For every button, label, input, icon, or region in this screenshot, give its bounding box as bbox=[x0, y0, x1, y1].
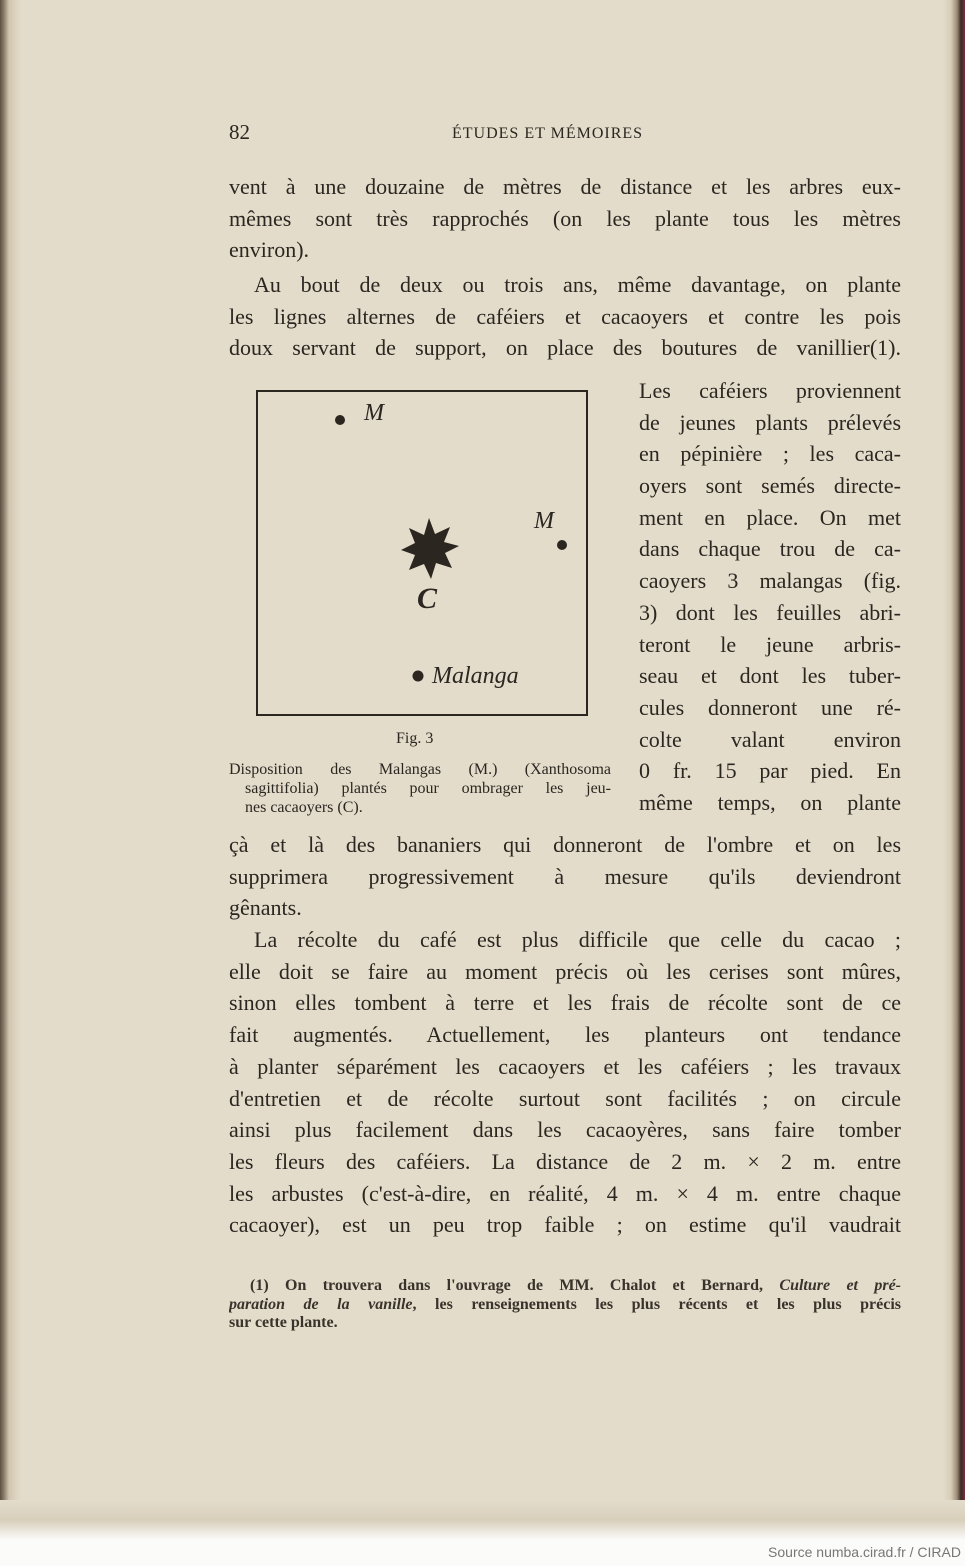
label-malanga: Malanga bbox=[432, 663, 519, 689]
text-line: cules donneront une ré- bbox=[639, 694, 901, 720]
page-number: 82 bbox=[229, 120, 250, 144]
text-line: les lignes alternes de caféiers et cacaoyers et contre les pois bbox=[229, 303, 901, 329]
body-text-bottom bbox=[229, 829, 901, 1241]
text-line: 3) dont les feuilles abri- bbox=[639, 599, 901, 625]
figure-title: Fig. 3 bbox=[396, 730, 434, 747]
figure-3-diagram bbox=[252, 386, 592, 720]
caption-line: Disposition des Malangas (M.) (Xanthosoma bbox=[229, 761, 611, 778]
label-c: C bbox=[417, 582, 438, 615]
text-line: les arbustes (c'est-à-dire, en réalité, 4 m. × 4 m. entre chaque bbox=[229, 1180, 901, 1206]
text-line: Les caféiers proviennent bbox=[639, 378, 901, 403]
footnote-book-title: paration de la vanille bbox=[229, 1295, 413, 1313]
text-line: fait augmentés. Actuellement, les planteurs ont tendance bbox=[229, 1022, 901, 1048]
text-line: supprimera progressivement à mesure qu'ils deviendront bbox=[229, 863, 901, 889]
text-line: oyers sont semés directe- bbox=[639, 473, 901, 499]
text-line: les fleurs des caféiers. La distance de 2 m. × 2 m. entre bbox=[229, 1148, 901, 1174]
figure-caption bbox=[229, 760, 611, 817]
malanga-dot bbox=[335, 415, 345, 425]
running-title: ÉTUDES ET MÉMOIRES bbox=[452, 125, 644, 142]
text-line: seau et dont les tuber- bbox=[639, 663, 901, 689]
text-line: de jeunes plants prélevés bbox=[639, 409, 901, 435]
text-line: dans chaque trou de ca- bbox=[639, 536, 901, 562]
malanga-dot bbox=[413, 671, 424, 682]
text-line: d'entretien et de récolte surtout sont facilités ; on circule bbox=[229, 1085, 901, 1111]
text-line: gênants. bbox=[229, 895, 302, 921]
footnote-line: sur cette plante. bbox=[229, 1314, 338, 1331]
footnote-line bbox=[229, 1277, 901, 1296]
footnote-text: , les renseignements les plus récents et les plus précis bbox=[412, 1295, 901, 1313]
text-line: doux servant de support, on place des boutures de vanillier(1). bbox=[229, 335, 901, 361]
body-text-top bbox=[229, 171, 901, 364]
footnote bbox=[229, 1277, 901, 1333]
text-line: ainsi plus facilement dans les cacaoyères, sans faire tomber bbox=[229, 1117, 901, 1143]
text-line: même temps, on plante bbox=[639, 789, 901, 815]
text-line: sinon elles tombent à terre et les frais de récolte sont de ce bbox=[229, 990, 901, 1016]
label-m2: M bbox=[534, 508, 554, 534]
text-line: Au bout de deux ou trois ans, même davantage, on plante bbox=[254, 272, 901, 298]
text-line: caoyers 3 malangas (fig. bbox=[639, 568, 901, 594]
text-line: en pépinière ; les caca- bbox=[639, 441, 901, 467]
caption-line: nes cacaoyers (C). bbox=[245, 799, 363, 816]
footnote-book-title: Culture et pré- bbox=[779, 1277, 901, 1294]
text-line: La récolte du café est plus difficile que celle du cacao ; bbox=[254, 927, 901, 953]
cacaoyer-star bbox=[401, 518, 459, 579]
text-line: 0 fr. 15 par pied. En bbox=[639, 758, 901, 784]
caption-line: sagittifolia) plantés pour ombrager les jeu- bbox=[245, 780, 611, 797]
text-line: ment en place. On met bbox=[639, 504, 901, 530]
page-edge-left bbox=[0, 0, 22, 1505]
text-line: à planter séparément les cacaoyers et les caféiers ; les travaux bbox=[229, 1053, 901, 1079]
source-credit: Source numba.cirad.fr / CIRAD bbox=[768, 1544, 961, 1560]
text-line: environ). bbox=[229, 237, 310, 263]
text-line: teront le jeune arbris- bbox=[639, 631, 901, 657]
text-line: cacaoyer), est un peu trop faible ; on estime qu'il vaudrait bbox=[229, 1212, 901, 1238]
footnote-text: (1) On trouvera dans l'ouvrage de MM. Chalot et Bernard, bbox=[250, 1277, 780, 1294]
page-edge-right bbox=[943, 0, 965, 1540]
text-line: colte valant environ bbox=[639, 726, 901, 752]
page-edge-bottom bbox=[0, 1500, 965, 1540]
text-line: elle doit se faire au moment précis où les cerises sont mûres, bbox=[229, 958, 901, 984]
text-line: çà et là des bananiers qui donneront de l'ombre et on les bbox=[229, 832, 901, 857]
label-m1: M bbox=[364, 400, 384, 426]
text-line: mêmes sont très rapprochés (on les plante tous les mètres bbox=[229, 205, 901, 231]
footnote-line bbox=[229, 1296, 901, 1315]
malanga-dot bbox=[557, 540, 567, 550]
text-line: vent à une douzaine de mètres de distance et les arbres eux- bbox=[229, 174, 901, 199]
body-text-column bbox=[639, 375, 901, 819]
